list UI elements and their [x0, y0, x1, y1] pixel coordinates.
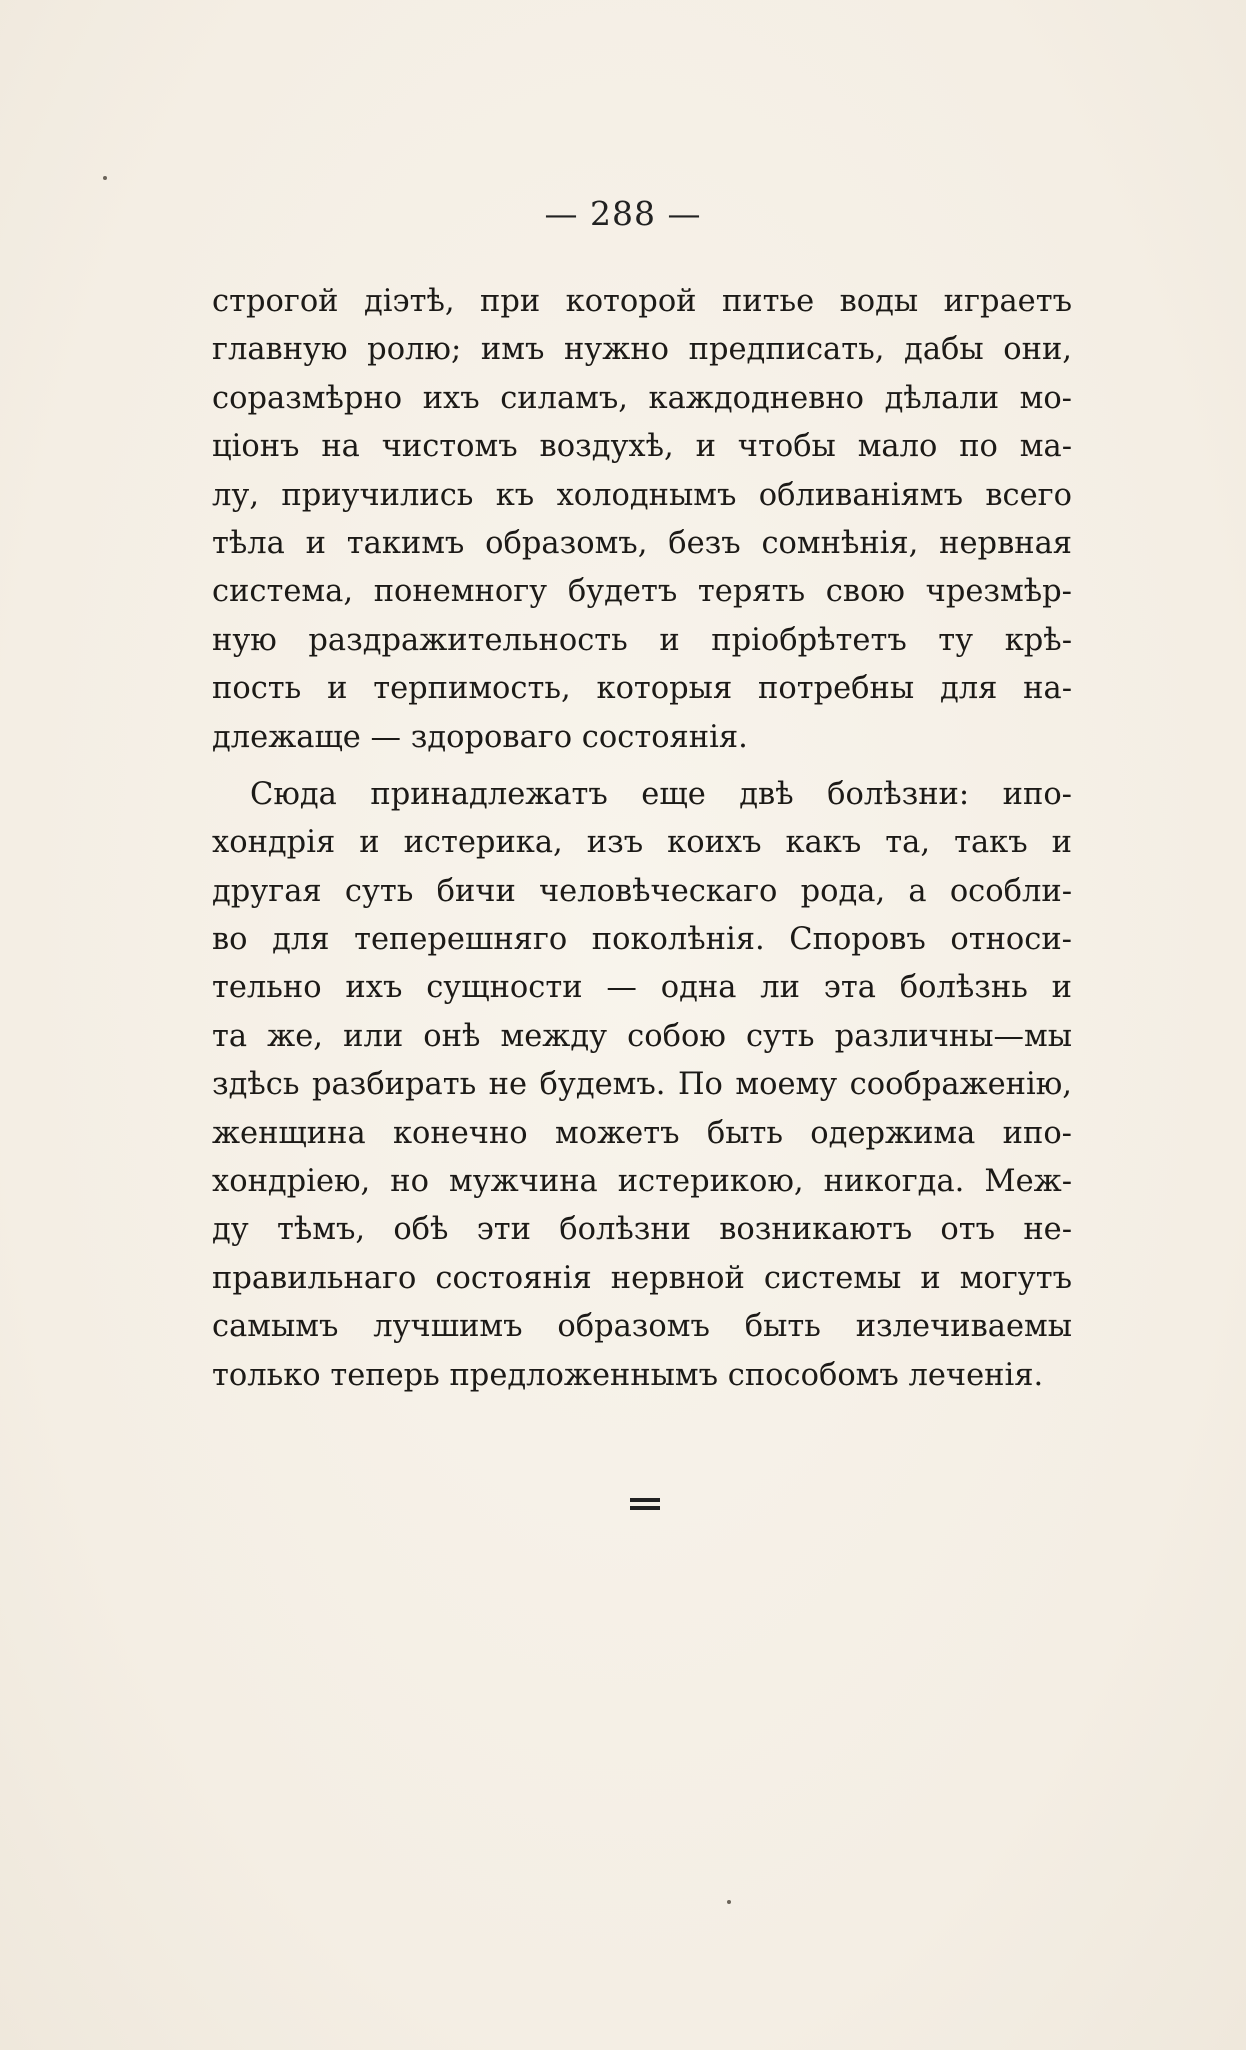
page-number: — 288 —	[544, 194, 702, 233]
text-line: длежаще — здороваго состоянія.	[212, 719, 748, 755]
text-line: другая суть бичи человѣческаго рода, а особли-	[212, 873, 1072, 909]
end-mark-bar	[630, 1498, 660, 1502]
paragraph-1	[212, 278, 1072, 762]
text-line: ную раздражительность и пріобрѣтетъ ту крѣ-	[212, 622, 1072, 658]
text-line: система, понемногу будетъ терять свою чрезмѣр-	[212, 574, 1072, 610]
text-line: женщина конечно можетъ быть одержима ипо-	[212, 1115, 1072, 1151]
paragraph-2	[212, 771, 1072, 1400]
paper-speck	[727, 1900, 731, 1904]
text-line: соразмѣрно ихъ силамъ, каждодневно дѣлали мо-	[212, 380, 1072, 416]
text-line: во для теперешняго поколѣнія. Споровъ относи-	[212, 922, 1072, 958]
body-text	[212, 278, 1072, 1400]
paper-speck	[103, 176, 107, 180]
text-line: хондрія и истерика, изъ коихъ какъ та, такъ и	[212, 825, 1072, 861]
text-line: пость и терпимость, которыя потребны для на-	[212, 671, 1072, 707]
end-mark-bar	[630, 1506, 660, 1510]
text-line: правильнаго состоянія нервной системы и могутъ	[212, 1260, 1072, 1296]
text-line: та же, или онѣ между собою суть различны—мы	[212, 1018, 1072, 1054]
text-line: только теперь предложеннымъ способомъ леченія.	[212, 1357, 1044, 1393]
text-line: тѣла и такимъ образомъ, безъ сомнѣнія, нервная	[212, 525, 1072, 561]
text-line: главную ролю; имъ нужно предписать, дабы они,	[212, 332, 1072, 368]
text-line: Сюда принадлежатъ еще двѣ болѣзни: ипо-	[250, 776, 1072, 812]
text-line: лу, приучились къ холоднымъ обливаніямъ всего	[212, 477, 1072, 513]
text-line: ду тѣмъ, обѣ эти болѣзни возникаютъ отъ не-	[212, 1212, 1072, 1248]
text-line: здѣсь разбирать не будемъ. По моему соображенію,	[212, 1067, 1072, 1103]
text-line: ціонъ на чистомъ воздухѣ, и чтобы мало по ма-	[212, 429, 1072, 465]
paragraph-gap	[212, 762, 1072, 771]
text-line: хондріею, но мужчина истерикою, никогда. Меж-	[212, 1164, 1072, 1200]
end-of-section-mark	[630, 1494, 660, 1514]
text-line: строгой діэтѣ, при которой питье воды играетъ	[212, 284, 1072, 319]
text-line: самымъ лучшимъ образомъ быть излечиваемы	[212, 1309, 1072, 1345]
text-line: тельно ихъ сущности — одна ли эта болѣзнь и	[212, 970, 1072, 1006]
